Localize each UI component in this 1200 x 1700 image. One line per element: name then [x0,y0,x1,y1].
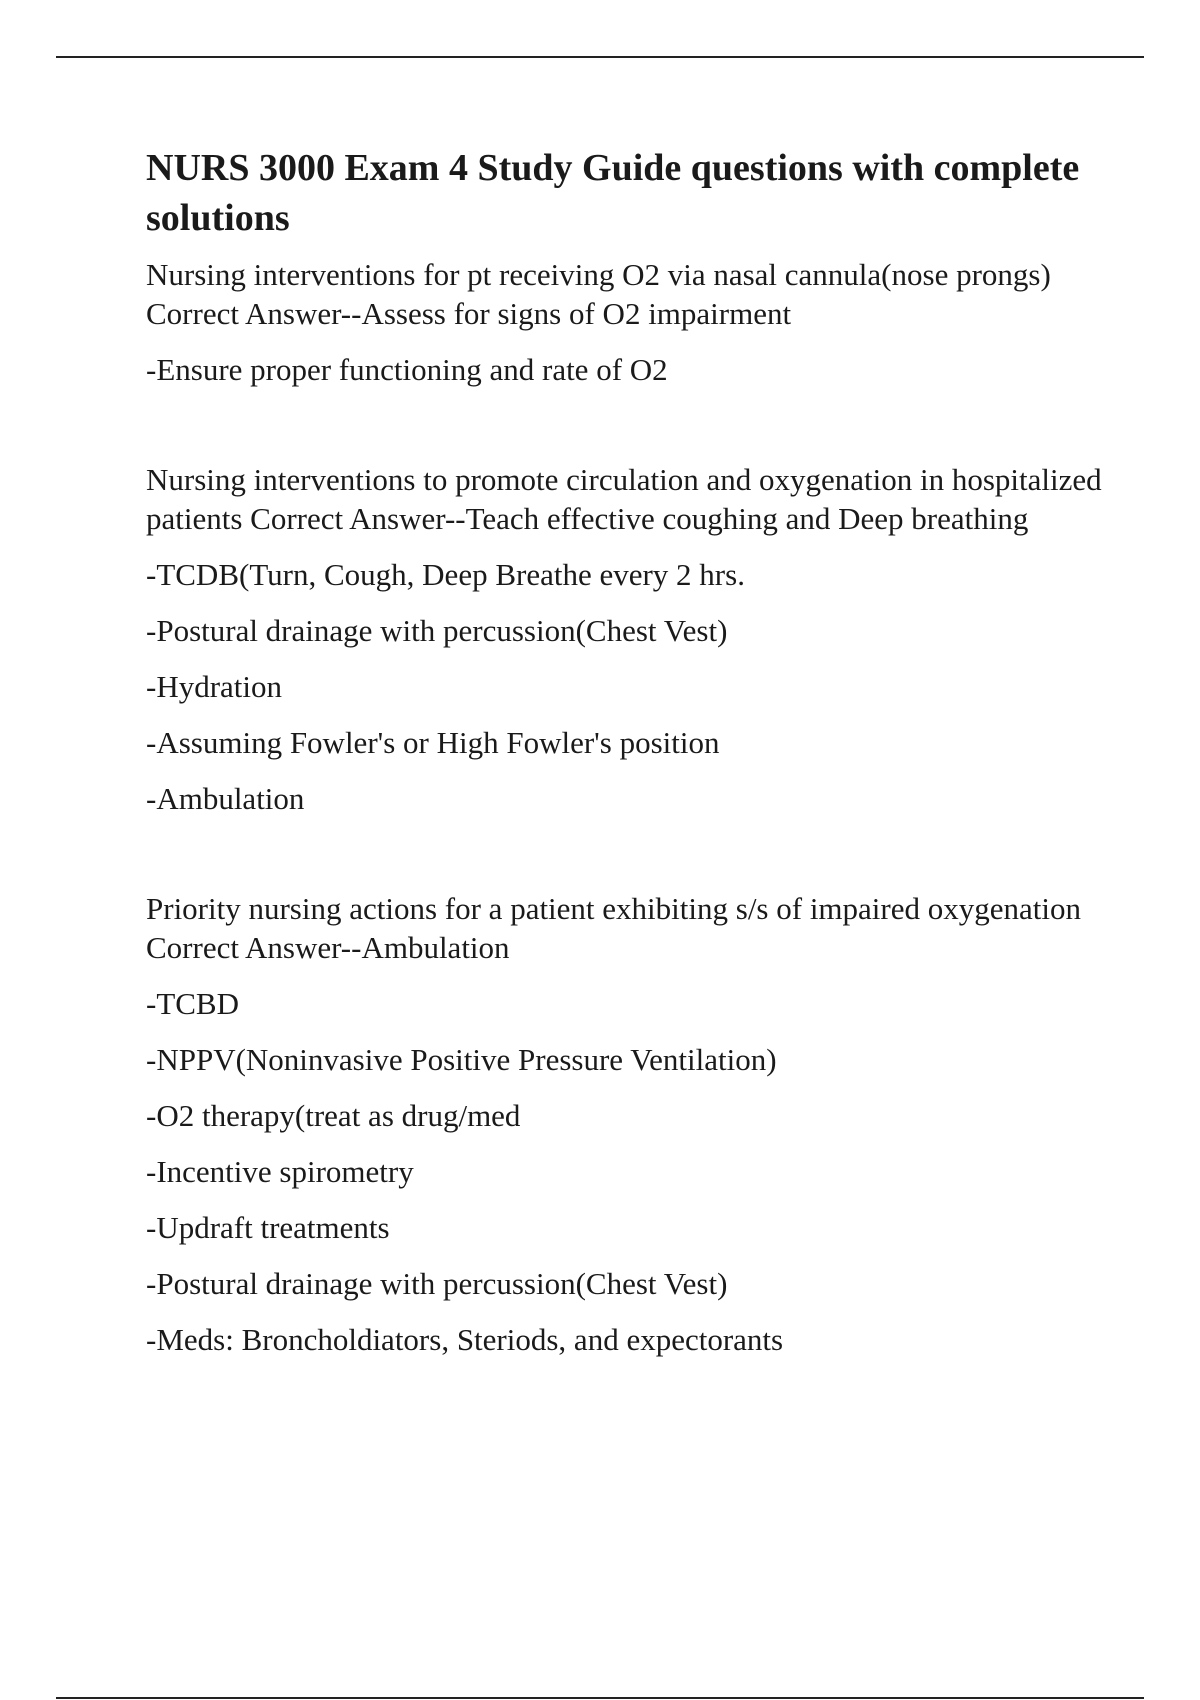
answer-point: -Ambulation [146,781,305,816]
answer-point: -Hydration [146,669,283,704]
question-text: Priority nursing actions for a patient exhibiting s/s of impaired oxygenation Correct Answer--Ambulation [146,891,1081,965]
question-text: Nursing interventions to promote circulation and oxygenation in hospitalized patients Correct Answer--Teach effective coughing and Deep breathing [146,462,1102,536]
answer-point: -O2 therapy(treat as drug/med [146,1098,521,1133]
answer-point: -Meds: Broncholdiators, Steriods, and expectorants [146,1322,784,1357]
bottom-rule [56,1697,1144,1699]
document-body [146,143,1106,1359]
answer-point: -Incentive spirometry [146,1154,414,1189]
answer-point: -Assuming Fowler's or High Fowler's position [146,725,720,760]
answer-point: -TCBD [146,986,239,1021]
answer-point: -Ensure proper functioning and rate of O2 [146,352,668,387]
answer-point: -TCDB(Turn, Cough, Deep Breathe every 2 hrs. [146,557,745,592]
question-text: Nursing interventions for pt receiving O2 via nasal cannula(nose prongs) Correct Answer--Assess for signs of O2 impairment [146,257,1051,331]
answer-point: -Postural drainage with percussion(Chest Vest) [146,1266,728,1301]
answer-point: -NPPV(Noninvasive Positive Pressure Ventilation) [146,1042,777,1077]
qa-section-2 [146,460,1106,818]
answer-point: -Postural drainage with percussion(Chest Vest) [146,613,728,648]
top-rule [56,56,1144,58]
answer-point: -Updraft treatments [146,1210,390,1245]
document-title: NURS 3000 Exam 4 Study Guide questions with complete solutions [146,147,1080,239]
qa-section-1 [146,255,1106,389]
qa-section-3 [146,889,1106,1359]
